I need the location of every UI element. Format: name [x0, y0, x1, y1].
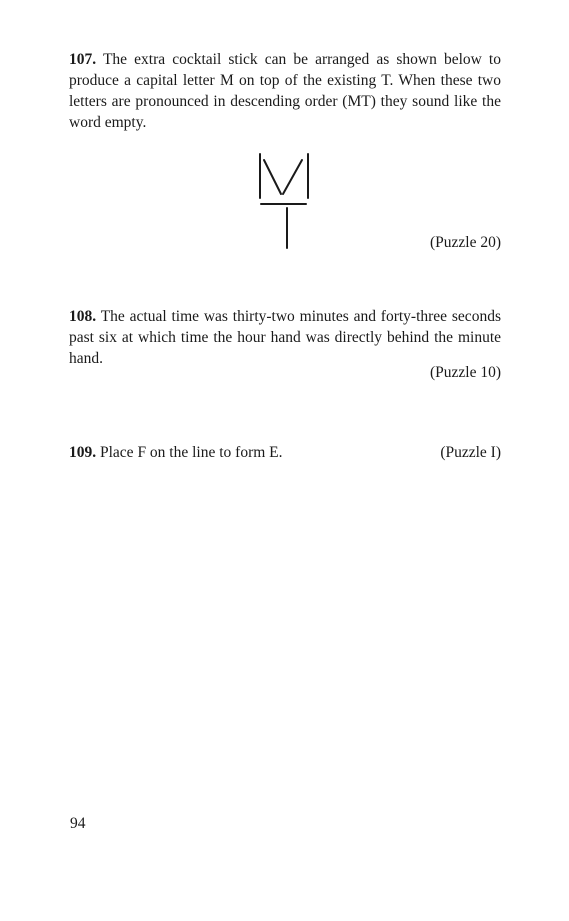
- puzzle-reference: (Puzzle 10): [429, 364, 501, 381]
- answer-number: 108.: [69, 308, 97, 325]
- answer-108: [69, 306, 501, 369]
- puzzle-reference: (Puzzle 20): [429, 234, 501, 251]
- answer-text: The extra cocktail stick can be arranged as shown below to produce a capital letter M on top of the existing T. When these two letters are pronounced in descending order (MT) they sound like the word empty.: [69, 51, 501, 131]
- answer-109: [69, 442, 369, 463]
- m-right-diagonal: [283, 160, 302, 194]
- answer-text: Place F on the line to form E.: [100, 444, 283, 461]
- answer-107: [69, 49, 501, 133]
- m-left-diagonal: [264, 160, 281, 194]
- cocktail-stick-mt-figure: [250, 150, 320, 252]
- puzzle-reference: (Puzzle I): [440, 444, 501, 461]
- page-number: 94: [70, 815, 86, 832]
- answer-number: 107.: [69, 51, 97, 68]
- answer-text: The actual time was thirty-two minutes and forty-three seconds past six at which time the hour hand was directly behind the minute hand.: [69, 308, 501, 367]
- answer-number: 109.: [69, 444, 97, 461]
